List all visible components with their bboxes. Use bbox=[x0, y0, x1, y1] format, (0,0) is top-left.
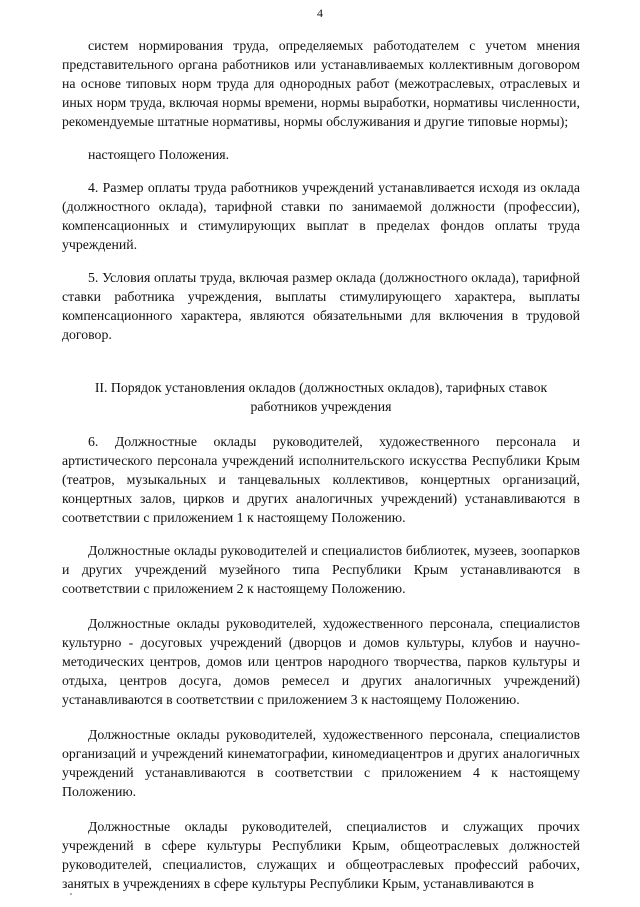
paragraph-item-5: 5. Условия оплаты труда, включая размер оклада (должностного оклада), тарифной ставки работника учреждения, выплаты стимулирующего характера, выплаты компенсационного характера, являются обязательными для включения в трудовой договор. bbox=[62, 270, 580, 342]
paragraph-other-institutions: Должностные оклады руководителей, специалистов и служащих прочих учреждений в сфере культуры Республики Крым, общеотраслевых должностей руководителей, специалистов, служащих и общеотраслевых профессий рабочих, занятых в учреждениях в сфере культуры Республики Крым, устанавливаются в bbox=[62, 819, 580, 891]
paragraph-item-6: 6. Должностные оклады руководителей, художественного персонала и артистического персонала учреждений исполнительского искусства Республики Крым (театров, музыкальных и танцевальных коллективов, концертных организаций, концертных залов, цирков и других аналогичных учреждений) устанавливаются в соответствии с приложением 1 к настоящему Положению. bbox=[62, 434, 580, 525]
section-heading bbox=[62, 378, 580, 416]
page-number: 4 bbox=[317, 6, 323, 20]
paragraph-cultural-leisure: Должностные оклады руководителей, художественного персонала, специалистов культурно - досуговых учреждений (дворцов и домов культуры, клубов и научно-методических центров, домов или центров народного творчества, парков культуры и отдыха, центров досуга, домов ремесел и других аналогичных учреждений) устанавливаются в соответствии с приложением 3 к настоящему Положению. bbox=[62, 616, 580, 707]
paragraph-regulation-ref: настоящего Положения. bbox=[88, 147, 230, 162]
paragraph-item-4: 4. Размер оплаты труда работников учреждений устанавливается исходя из оклада (должностного оклада), тарифной ставки по занимаемой должности (профессии), компенсационных и стимулирующих выплат в пределах фондов оплаты труда учреждений. bbox=[62, 180, 580, 252]
paragraph-cinematography: Должностные оклады руководителей, художественного персонала, специалистов организаций и учреждений кинематографии, киномедиацентров и других аналогичных учреждений устанавливаются в соответствии с приложением 4 к настоящему Положению. bbox=[62, 727, 580, 799]
section-heading-line-2: работников учреждения bbox=[250, 399, 392, 414]
paragraph-standards-continued: систем нормирования труда, определяемых работодателем с учетом мнения представительного органа работников или устанавливаемых коллективным договором на основе типовых норм труда для однородных работ (межотраслевых, отраслевых и иных норм труда, включая нормы времени, нормы выработки, нормативы численности, рекомендуемые штатные нормативы, нормы обслуживания и другие типовые нормы); bbox=[62, 38, 580, 129]
paragraph-libraries-museums: Должностные оклады руководителей и специалистов библиотек, музеев, зоопарков и других учреждений музейного типа Республики Крым устанавливаются в соответствии с приложением 2 к настоящему Положению. bbox=[62, 543, 580, 596]
section-heading-line-1: II. Порядок установления окладов (должностных окладов), тарифных ставок bbox=[94, 380, 548, 395]
scan-speck bbox=[70, 893, 72, 895]
document-body bbox=[62, 36, 580, 907]
